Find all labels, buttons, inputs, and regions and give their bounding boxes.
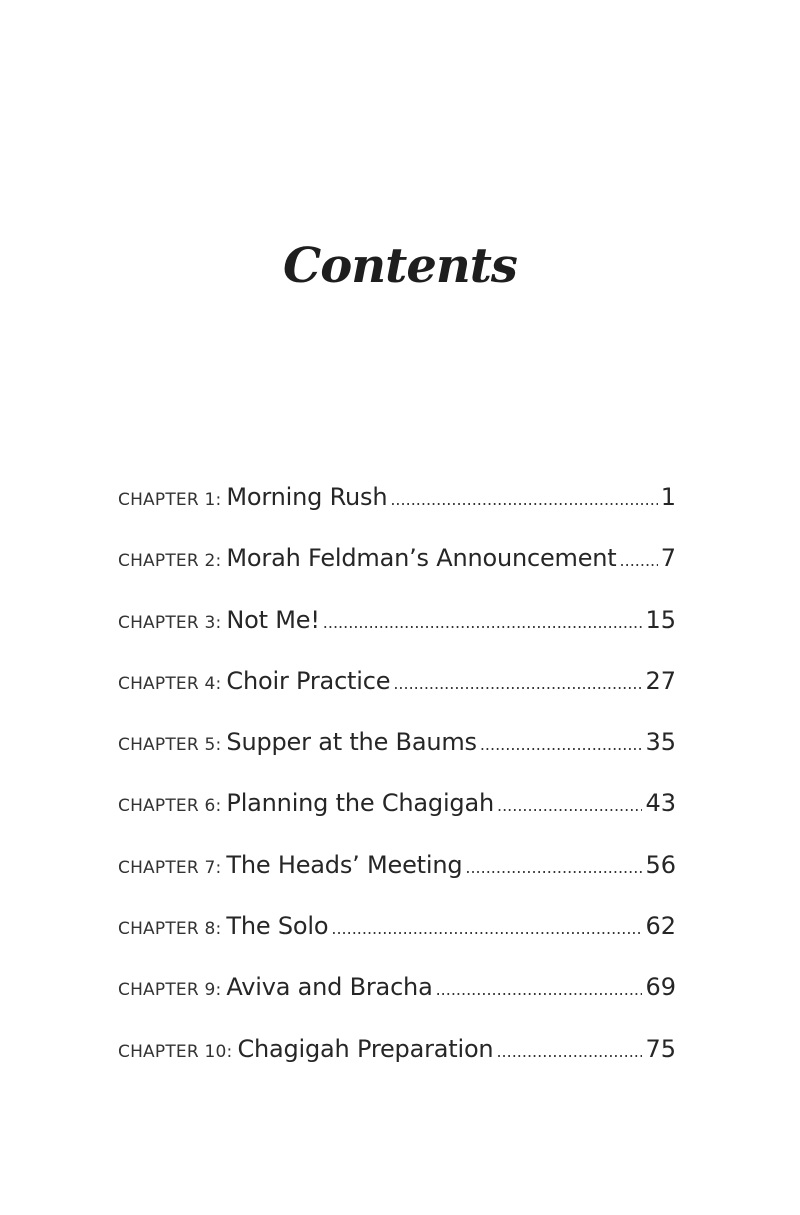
chapter-title: Chagigah Preparation <box>237 1034 494 1063</box>
chapter-label: CHAPTER 2: <box>118 551 222 572</box>
page-number: 56 <box>645 850 676 879</box>
dot-leader <box>393 674 642 693</box>
chapter-label: CHAPTER 10: <box>118 1041 233 1062</box>
toc-entry-1[interactable] <box>118 483 676 544</box>
chapter-label: CHAPTER 9: <box>118 980 222 1001</box>
chapter-title: Supper at the Baums <box>226 728 477 757</box>
chapter-label: CHAPTER 6: <box>118 796 222 817</box>
toc-entry-7[interactable] <box>118 851 676 912</box>
chapter-title: Not Me! <box>226 605 320 634</box>
dot-leader <box>620 551 658 570</box>
page-number: 1 <box>660 483 676 511</box>
page-number: 43 <box>645 789 676 818</box>
toc-entry-10[interactable] <box>118 1035 676 1096</box>
toc-entry-2[interactable] <box>118 544 676 605</box>
table-of-contents <box>118 483 676 1096</box>
dot-leader <box>323 613 643 632</box>
toc-entry-8[interactable] <box>118 912 676 973</box>
toc-entry-5[interactable] <box>118 728 676 789</box>
page-number: 7 <box>660 544 676 573</box>
page-number: 62 <box>645 912 676 941</box>
page-number: 75 <box>645 1034 676 1063</box>
dot-leader <box>480 735 643 754</box>
toc-entry-6[interactable] <box>118 789 676 850</box>
chapter-title: Morning Rush <box>226 483 388 511</box>
chapter-title: Morah Feldman’s Announcement <box>226 544 617 573</box>
chapter-label: CHAPTER 8: <box>118 919 222 940</box>
page-number: 35 <box>645 728 676 757</box>
dot-leader <box>331 919 642 938</box>
dot-leader <box>497 796 642 815</box>
chapter-title: The Solo <box>226 912 329 941</box>
chapter-title: Aviva and Bracha <box>226 973 433 1002</box>
chapter-label: CHAPTER 4: <box>118 673 222 694</box>
dot-leader <box>496 1042 642 1061</box>
chapter-title: Choir Practice <box>226 666 391 695</box>
dot-leader <box>436 980 643 999</box>
chapter-label: CHAPTER 7: <box>118 857 222 878</box>
toc-entry-9[interactable] <box>118 973 676 1034</box>
page-number: 69 <box>645 973 676 1002</box>
chapter-title: Planning the Chagigah <box>226 789 494 818</box>
chapter-label: CHAPTER 5: <box>118 735 222 756</box>
toc-entry-3[interactable] <box>118 606 676 667</box>
page-number: 15 <box>645 605 676 634</box>
page-title: Contents <box>283 238 517 294</box>
dot-leader <box>465 858 642 877</box>
chapter-title: The Heads’ Meeting <box>226 850 463 879</box>
dot-leader <box>390 490 657 509</box>
chapter-label: CHAPTER 1: <box>118 490 222 510</box>
chapter-label: CHAPTER 3: <box>118 612 222 633</box>
toc-entry-4[interactable] <box>118 667 676 728</box>
page-number: 27 <box>645 666 676 695</box>
